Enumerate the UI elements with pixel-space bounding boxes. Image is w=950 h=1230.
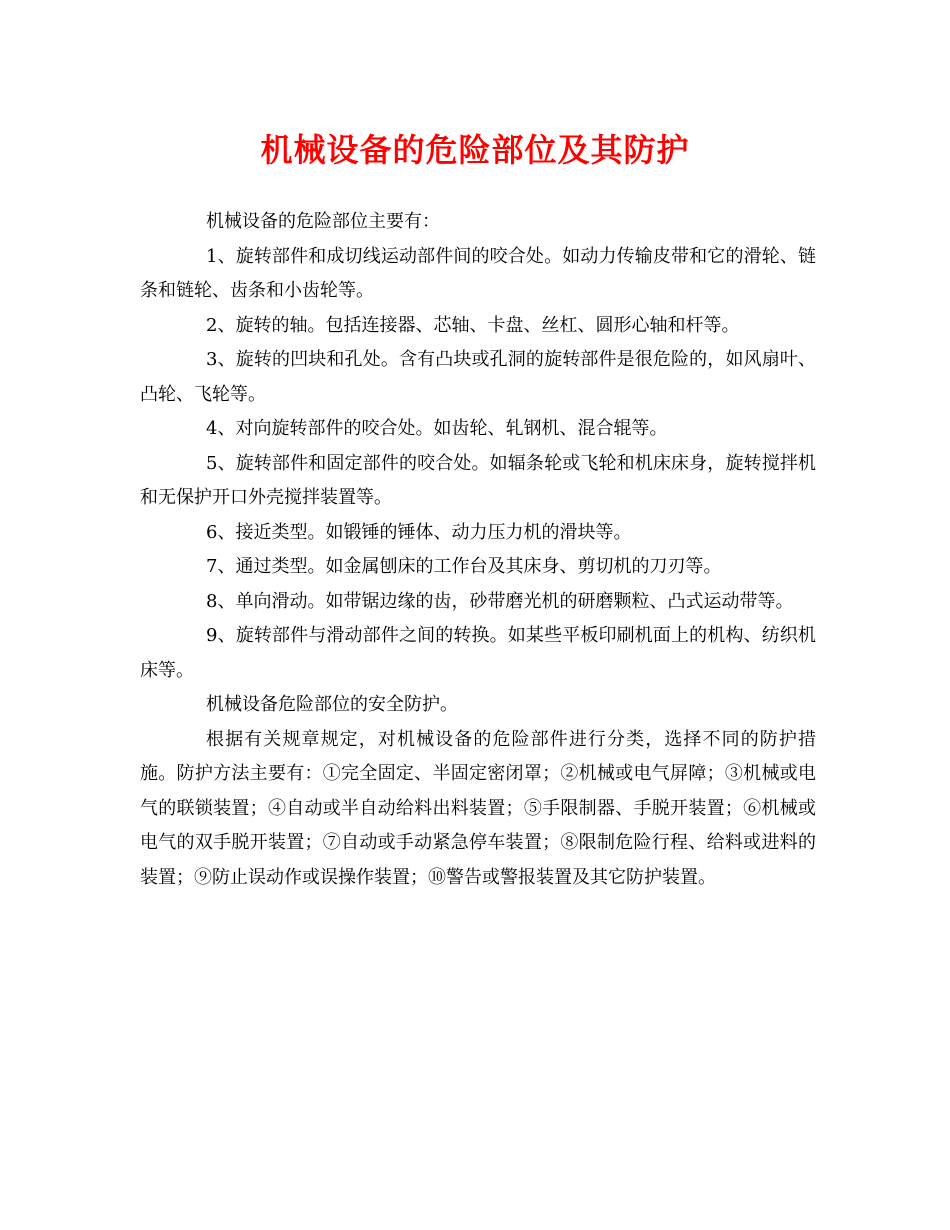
paragraph-item-1: 1、旋转部件和成切线运动部件间的咬合处。如动力传输皮带和它的滑轮、链条和链轮、齿条和小齿轮等。 bbox=[140, 245, 816, 301]
page-title: 机械设备的危险部位及其防护 bbox=[260, 131, 690, 169]
paragraph-item-6: 6、接近类型。如锻锤的锤体、动力压力机的滑块等。 bbox=[206, 521, 632, 543]
paragraph-item-3: 3、旋转的凹块和孔处。含有凸块或孔洞的旋转部件是很危险的，如风扇叶、凸轮、飞轮等。 bbox=[140, 349, 816, 405]
paragraph-protection-methods: 根据有关规章规定，对机械设备的危险部件进行分类，选择不同的防护措施。防护方法主要有：①完全固定、半固定密闭罩；②机械或电气屏障；③机械或电气的联锁装置；④自动或半自动给料出料装置；⑤手限制器、手脱开装置；⑥机械或电气的双手脱开装置；⑦自动或手动紧急停车装置；⑧限制危险行程、给料或进料的装置；⑨防止误动作或误操作装置；⑩警告或警报装置及其它防护装置。 bbox=[140, 728, 816, 888]
paragraph-item-2: 2、旋转的轴。包括连接器、芯轴、卡盘、丝杠、圆形心轴和杆等。 bbox=[206, 314, 740, 336]
paragraph-item-8: 8、单向滑动。如带锯边缘的齿，砂带磨光机的研磨颗粒、凸式运动带等。 bbox=[206, 590, 794, 612]
paragraph-item-4: 4、对向旋转部件的咬合处。如齿轮、轧钢机、混合辊等。 bbox=[206, 418, 668, 439]
document-body bbox=[140, 205, 816, 895]
paragraph-item-5: 5、旋转部件和固定部件的咬合处。如辐条轮或飞轮和机床床身，旋转搅拌机和无保护开口外壳搅拌装置等。 bbox=[140, 452, 816, 508]
paragraph-intro: 机械设备的危险部位主要有： bbox=[206, 211, 440, 232]
paragraph-item-7: 7、通过类型。如金属刨床的工作台及其床身、剪切机的刀刃等。 bbox=[206, 556, 722, 577]
paragraph-safety-heading: 机械设备危险部位的安全防护。 bbox=[206, 694, 458, 715]
paragraph-item-9: 9、旋转部件与滑动部件之间的转换。如某些平板印刷机面上的机构、纺织机床等。 bbox=[140, 625, 816, 681]
